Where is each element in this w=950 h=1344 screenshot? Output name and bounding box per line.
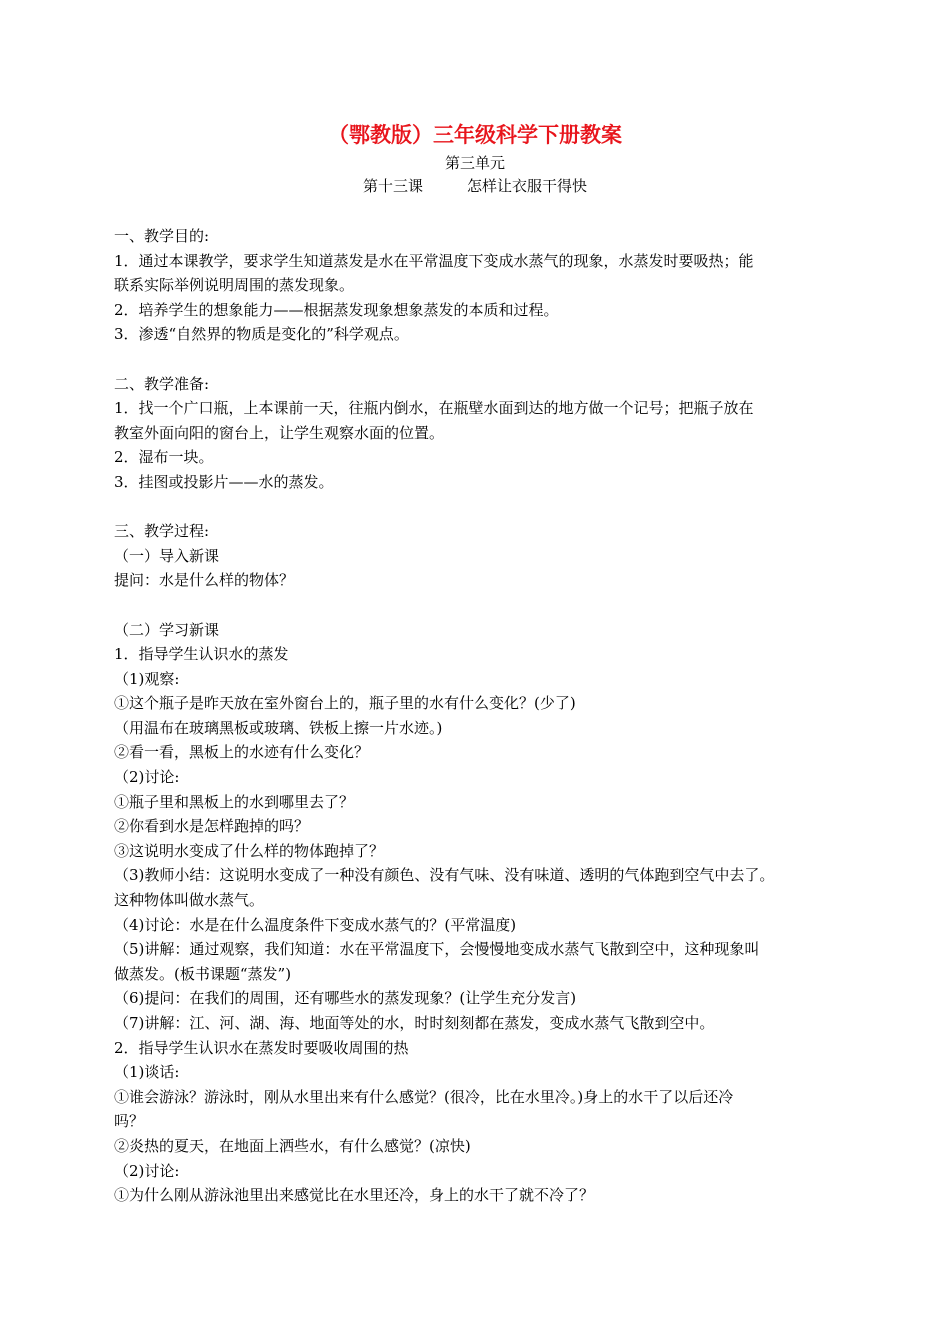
text-line: ①这个瓶子是昨天放在室外窗台上的，瓶子里的水有什么变化？(少了)	[114, 694, 576, 713]
text-line: 做蒸发。(板书课题“蒸发”)	[114, 964, 292, 983]
text-line: 2．培养学生的想象能力——根据蒸发现象想象蒸发的本质和过程。	[114, 300, 559, 319]
text-line: ①瓶子里和黑板上的水到哪里去了？	[114, 792, 355, 811]
lesson-title: 怎样让衣服干得快	[467, 177, 588, 195]
text-line: 2．指导学生认识水在蒸发时要吸收周围的热	[114, 1038, 409, 1057]
blank-line	[114, 347, 838, 372]
text-line: ①谁会游泳？游泳时，刚从水里出来有什么感觉？(很冷，比在水里冷。)身上的水干了以后还冷	[114, 1087, 734, 1106]
text-line: 1．指导学生认识水的蒸发	[114, 645, 289, 664]
blank-line	[114, 495, 838, 520]
text-line: （一）导入新课	[114, 546, 220, 565]
text-line: （1)观察:	[114, 669, 180, 688]
text-line: 2．湿布一块。	[114, 448, 214, 467]
text-line: 提问：水是什么样的物体？	[114, 571, 295, 590]
text-line: 联系实际举例说明周围的蒸发现象。	[114, 276, 355, 295]
blank-line	[114, 593, 838, 618]
text-line: 3．渗透“自然界的物质是变化的”科学观点。	[114, 325, 409, 344]
text-line: （1)谈话:	[114, 1063, 180, 1082]
text-line: ①为什么刚从游泳池里出来感觉比在水里还冷，身上的水干了就不冷了？	[114, 1186, 595, 1205]
text-line: 3．挂图或投影片——水的蒸发。	[114, 472, 334, 491]
text-line: （5)讲解：通过观察，我们知道：水在平常温度下，会慢慢地变成水蒸气飞散到空中，这种现象叫	[114, 940, 760, 959]
lesson-number: 第十三课	[362, 177, 423, 195]
text-line: （二）学习新课	[114, 620, 220, 639]
text-line: 1．找一个广口瓶，上本课前一天，往瓶内倒水，在瓶壁水面到达的地方做一个记号；把瓶子放在	[114, 399, 754, 418]
text-line: （2)讨论:	[114, 1161, 180, 1180]
text-line: 一、教学目的:	[114, 227, 210, 245]
text-line: （4)讨论：水是在什么温度条件下变成水蒸气的？(平常温度)	[114, 915, 517, 934]
text-line: 吗？	[114, 1112, 145, 1131]
text-line: 三、教学过程:	[114, 522, 210, 541]
text-line: （7)讲解：江、河、湖、海、地面等处的水，时时刻刻都在蒸发，变成水蒸气飞散到空中。	[114, 1014, 715, 1032]
text-line: （2)讨论:	[114, 768, 180, 787]
text-line: 1．通过本课教学，要求学生知道蒸发是水在平常温度下变成水蒸气的现象，水蒸发时要吸热；能	[114, 251, 754, 270]
text-line: （用温布在玻璃黑板或玻璃、铁板上擦一片水迹。)	[114, 718, 443, 737]
text-line: ②看一看，黑板上的水迹有什么变化？	[114, 743, 370, 762]
text-line: （6)提问：在我们的周围，还有哪些水的蒸发现象？(让学生充分发言)	[114, 989, 577, 1008]
text-line: 二、教学准备:	[114, 374, 210, 393]
lesson-plan-body	[114, 224, 838, 1208]
text-line: 教室外面向阳的窗台上，让学生观察水面的位置。	[114, 423, 445, 442]
text-line: ②炎热的夏天，在地面上洒些水，有什么感觉？(凉快)	[114, 1136, 471, 1155]
lesson-heading	[0, 175, 950, 197]
text-line: ②你看到水是怎样跑掉的吗？	[114, 817, 310, 836]
text-line: 这种物体叫做水蒸气。	[114, 891, 265, 910]
unit-heading: 第三单元	[444, 154, 505, 172]
text-line: ③这说明水变成了什么样的物体跑掉了？	[114, 841, 385, 860]
document-title: （鄂教版）三年级科学下册教案	[328, 123, 622, 147]
text-line: （3)教师小结：这说明水变成了一种没有颜色、没有气味、没有味道、透明的气体跑到空气中去了。	[114, 866, 775, 885]
